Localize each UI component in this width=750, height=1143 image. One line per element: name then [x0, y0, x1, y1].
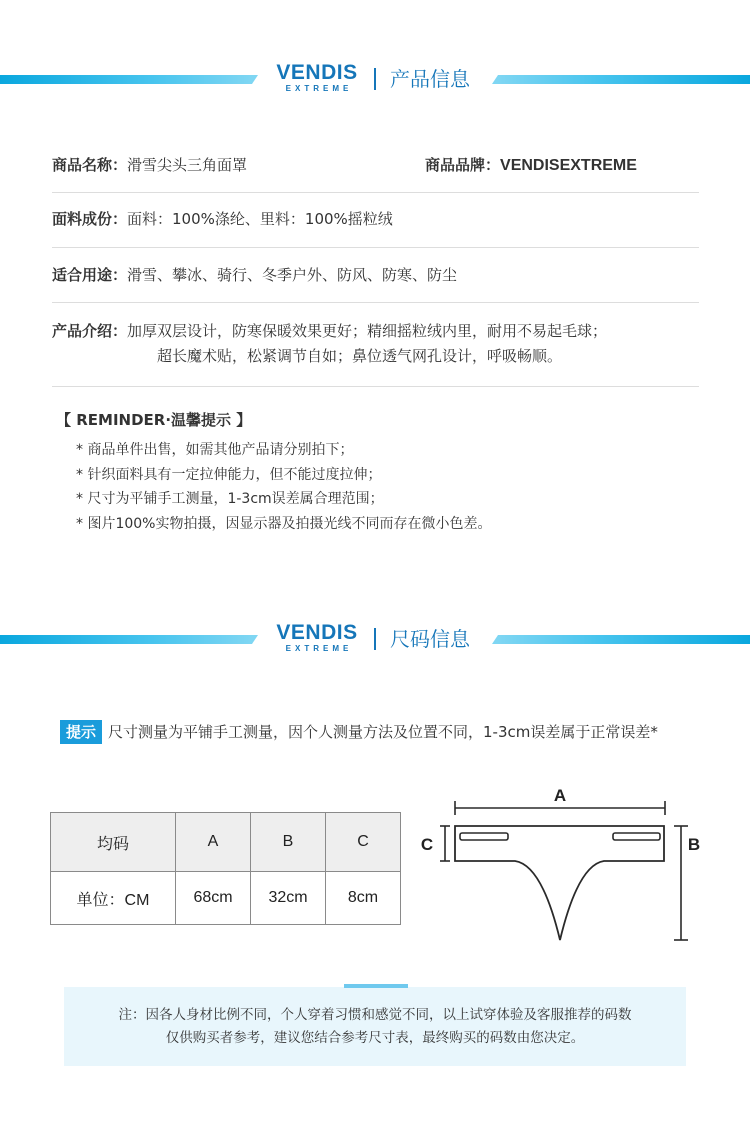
size-header-cell: C [326, 813, 401, 872]
reminder-item: * 针织面料具有一定拉伸能力，但不能过度拉伸； [76, 466, 382, 483]
tip-badge: 提示 [60, 720, 102, 744]
name-label: 商品名称： [52, 156, 128, 174]
intro-line-1: 加厚双层设计，防寒保暖效果更好；精细摇粒绒内里，耐用不易起毛球； [127, 322, 608, 340]
note-line-2: 仅供购买者参考，建议您结合参考尺寸表，最终购买的码数由您决定。 [165, 1030, 585, 1046]
info-row-fabric [52, 193, 699, 248]
brand-logo [272, 62, 362, 98]
intro-line-2: 超长魔术贴，松紧调节自如；鼻位透气网孔设计，呼吸畅顺。 [157, 347, 563, 365]
section-header-size-info [0, 622, 750, 658]
size-header-cell: B [251, 813, 326, 872]
brand-logo [272, 622, 362, 658]
logo-text: VENDIS [276, 621, 358, 644]
reminder-item: * 图片100%实物拍摄，因显示器及拍摄光线不同而存在微小色差。 [76, 515, 492, 532]
info-row-intro [52, 303, 699, 387]
measurement-tip [60, 720, 658, 744]
header-bar-left [0, 75, 252, 84]
header-separator [374, 628, 376, 650]
velcro-strip-left [460, 833, 508, 840]
info-row-usage [52, 248, 699, 303]
brand-value: VENDISEXTREME [500, 157, 637, 174]
size-cell: 32cm [251, 872, 326, 925]
reminder-item: * 尺寸为平铺手工测量，1-3cm误差属合理范围； [76, 491, 384, 507]
note-accent-bar [344, 984, 408, 988]
reminder-title: 【 REMINDER·温馨提示 】 [56, 411, 252, 429]
usage-label: 适合用途： [52, 266, 128, 284]
velcro-strip-right [613, 833, 660, 840]
usage-value: 滑雪、攀冰、骑行、冬季户外、防风、防寒、防尘 [127, 266, 458, 284]
name-value: 滑雪尖头三角面罩 [127, 156, 248, 174]
logo-subtext: EXTREME [285, 644, 353, 653]
logo-text: VENDIS [276, 61, 358, 84]
size-cell: 单位：CM [51, 872, 176, 925]
reminder-list [60, 438, 491, 536]
section-title: 尺码信息 [390, 627, 470, 651]
size-note-box [64, 987, 686, 1066]
header-bar-right [498, 635, 750, 644]
section-title: 产品信息 [390, 67, 470, 91]
tip-text: 尺寸测量为平铺手工测量，因个人测量方法及位置不同，1-3cm误差属于正常误差* [108, 723, 658, 741]
logo-subtext: EXTREME [285, 84, 353, 93]
fabric-label: 面料成份： [52, 210, 128, 228]
info-row-name-brand [52, 140, 699, 193]
size-cell: 68cm [176, 872, 251, 925]
reminder-item: * 商品单件出售，如需其他产品请分别拍下； [76, 442, 354, 458]
section-header-product-info [0, 62, 750, 98]
fabric-value: 面料：100%涤纶、里料：100%摇粒绒 [127, 210, 393, 228]
header-bar-left [0, 635, 252, 644]
diagram-label-c: C [420, 835, 434, 854]
size-table-row [51, 872, 401, 925]
size-table-header-row [51, 813, 401, 872]
intro-label: 产品介绍： [52, 322, 128, 340]
size-table [50, 812, 401, 925]
mask-dimension-diagram [414, 780, 714, 950]
product-info-table [52, 140, 699, 387]
brand-label: 商品品牌： [425, 156, 501, 174]
header-separator [374, 68, 376, 90]
diagram-label-a: A [553, 786, 567, 805]
mask-outline [455, 826, 664, 940]
size-cell: 8cm [326, 872, 401, 925]
size-header-cell: A [176, 813, 251, 872]
diagram-label-b: B [687, 835, 701, 854]
size-header-cell: 均码 [51, 813, 176, 872]
brand-field [425, 153, 637, 178]
note-line-1: 注：因各人身材比例不同，个人穿着习惯和感觉不同，以上试穿体验及客服推荐的码数 [118, 1007, 632, 1023]
header-bar-right [498, 75, 750, 84]
reminder-block [56, 408, 492, 536]
